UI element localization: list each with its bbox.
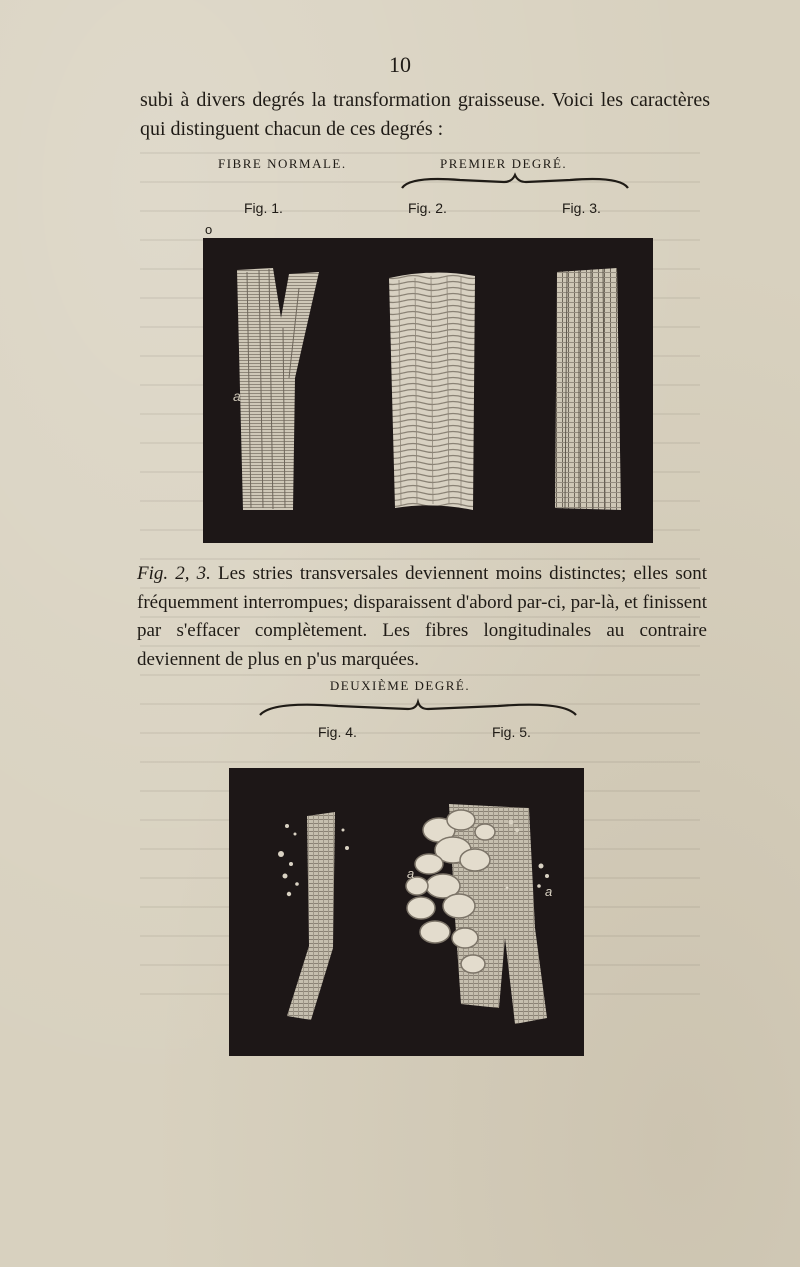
plate2-letter-left: a (407, 866, 415, 881)
fiber-fig-2 (389, 272, 475, 510)
figure-reference: Fig. 2, 3. (137, 563, 211, 584)
caption-first-degree: PREMIER DEGRÉ. (440, 156, 568, 171)
brace-second-degree (258, 697, 578, 719)
plate2-letter-right: a (545, 884, 553, 899)
fiber-fig-3 (555, 268, 621, 510)
fiber-fig-4 (287, 812, 335, 1020)
caption-second-degree: DEUXIÈME DEGRÉ. (329, 678, 471, 693)
plate-corner-mark: o (205, 222, 213, 237)
figure-label-5: Fig. 5. (492, 724, 531, 740)
brace-first-degree (400, 172, 630, 192)
fiber-letter-a: a (233, 388, 241, 404)
figure-label-4: Fig. 4. (318, 724, 357, 740)
plate-1-illustration (203, 238, 653, 543)
intro-paragraph: subi à divers degrés la transformation graisseuse. Voici les caractères qui distinguent chacun de ces degrés : (140, 89, 710, 140)
plate-2-illustration (229, 768, 584, 1056)
page-number: 10 (389, 52, 411, 77)
paragraph-text: Les stries transversales deviennent moins distinctes; elles sont fréquemment interrompues; disparaissent d'abord par-ci, par-là, et finissent par s'effacer complètement. Les fibres longitudinales au contraire deviennent de plus en p'us marquées. (137, 563, 707, 670)
figure-label-1: Fig. 1. (244, 200, 283, 216)
plate-fibers-normal-and-first-degree (203, 238, 653, 543)
caption-normal-fiber: FIBRE NORMALE. (218, 156, 347, 171)
figure-label-3: Fig. 3. (562, 200, 601, 216)
fiber-fig-1 (237, 268, 319, 510)
description-paragraph (137, 560, 707, 674)
figure-label-2: Fig. 2. (408, 200, 447, 216)
plate-fibers-second-degree (229, 768, 584, 1056)
